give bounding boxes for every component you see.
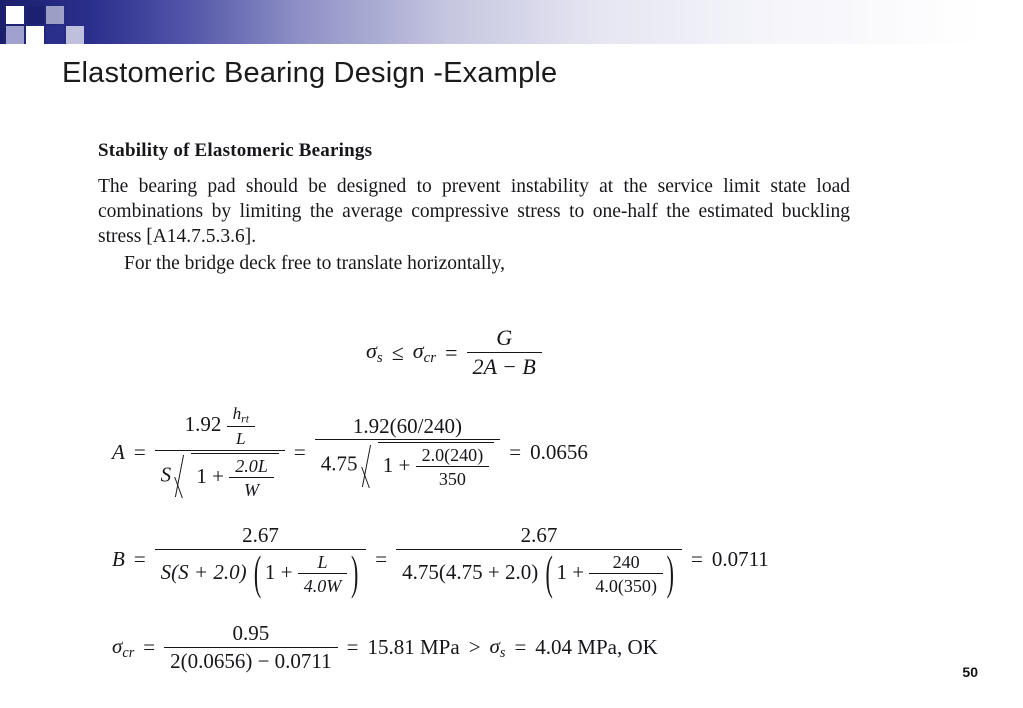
equation-B (112, 524, 769, 596)
equation-A-sym-one-plus: 1 + (196, 463, 225, 488)
stability-denominator: 2A − B (467, 352, 542, 380)
equation-B-equals-2: = (375, 547, 388, 572)
equation-A-val-radicand (378, 442, 495, 489)
equation-A-label: A (112, 439, 125, 464)
equation-B-sym-lead: S(S + 2.0) (160, 559, 247, 584)
equation-A-equals: = (133, 439, 146, 464)
equation-B-equals: = (133, 547, 146, 572)
sigma-s-compare-equals: = (514, 635, 527, 660)
sigma-cr-result-glyph: σ (112, 633, 123, 658)
equation-A-sym-radical (176, 453, 278, 500)
equation-A-val-S: 4.75 (320, 451, 358, 476)
equation-B-symbolic-fraction (155, 524, 367, 596)
equation-A-rt-subscript: rt (241, 412, 249, 426)
equation-B-val-paren-group (543, 552, 676, 596)
equation-A-val-inner-num: 2.0(240) (421, 445, 484, 466)
sigma-cr-greater-than: > (468, 635, 481, 660)
equation-A (112, 404, 588, 500)
equation-A-sym-inner-num: 2.0L (235, 455, 268, 476)
sigma-cr-label (112, 634, 134, 662)
stability-fraction (467, 326, 542, 379)
sigma-cr-equals-2: = (346, 635, 359, 660)
stability-numerator: G (496, 325, 513, 350)
sigma-s-compare (490, 634, 506, 662)
equation-A-val-radical (363, 442, 495, 489)
equation-A-sym-radicand (191, 453, 278, 500)
excerpt-heading: Stability of Elastomeric Bearings (98, 140, 373, 161)
equation-B-val-inner-fraction (589, 552, 663, 596)
equation-sigma-cr (112, 622, 658, 673)
equation-A-numeric-fraction (315, 415, 501, 490)
equation-A-val-denominator (315, 439, 501, 489)
equation-A-val-one-plus: 1 + (382, 453, 411, 478)
equation-A-symbolic-fraction (155, 404, 285, 500)
slide-header-band (0, 0, 1023, 52)
equation-B-sym-inner-fraction (298, 552, 348, 596)
decorative-square-3 (46, 6, 64, 24)
equation-A-val-numerator: 1.92(60/240) (352, 413, 462, 438)
equation-A-sym-numerator (155, 404, 285, 450)
equation-B-sym-one-plus: 1 + (264, 559, 293, 584)
equation-B-val-inner-den: 4.0(350) (589, 573, 663, 596)
sigma-cr-denominator: 2(0.0656) − 0.0711 (164, 647, 338, 674)
equation-B-sym-denominator (155, 549, 367, 596)
sigma-s-subscript: s (376, 350, 383, 367)
stability-sigma-s (366, 338, 383, 367)
equation-A-sym-inner-den: W (229, 477, 274, 500)
decorative-square-2 (26, 6, 44, 24)
equation-A-equals-2: = (293, 439, 306, 464)
equation-B-sym-numerator: 2.67 (242, 523, 279, 547)
sigma-cr-fraction (164, 622, 338, 673)
sigma-cr-numerator: 0.95 (232, 621, 270, 645)
equation-B-val-numerator: 2.67 (520, 523, 558, 547)
equation-B-equals-3: = (690, 547, 703, 572)
equation-A-hrt-over-L (227, 404, 255, 449)
decorative-square-4 (6, 26, 24, 44)
equation-A-L: L (227, 426, 255, 448)
excerpt-block (98, 140, 888, 276)
decorative-square-7 (66, 26, 84, 44)
equation-A-equals-3: = (509, 439, 522, 464)
equation-A-S: S (160, 462, 172, 487)
equation-A-h-glyph: h (232, 404, 242, 423)
sigma-s-compare-glyph: σ (489, 633, 500, 658)
sigma-cr-subscript: cr (423, 350, 437, 367)
equation-A-val-inner-den: 350 (416, 466, 490, 489)
sigma-s-compare-value: 4.04 MPa, OK (535, 635, 658, 660)
equation-B-numeric-fraction (396, 524, 682, 596)
header-underline (0, 44, 1023, 52)
equation-A-sym-denominator (155, 450, 285, 500)
page-title: Elastomeric Bearing Design -Example (62, 57, 558, 89)
sigma-glyph: σ (366, 338, 377, 364)
equation-B-label: B (112, 547, 125, 572)
sigma-cr-result-subscript: cr (122, 644, 135, 661)
excerpt-paragraph: The bearing pad should be designed to prevent instability at the service limit state load combinations by limiting the average compressive stress to one-half the estimated buckling stress [A14.7.5.3.6]. (98, 176, 850, 247)
equation-B-sym-inner-den: 4.0W (298, 573, 348, 596)
sigma-cr-result: 15.81 MPa (367, 635, 460, 660)
equation-B-val-inner-num: 240 (612, 551, 640, 572)
excerpt-paragraph-2: For the bridge deck free to translate horizontally, (124, 253, 506, 274)
sigma-s-compare-subscript: s (499, 644, 506, 661)
equation-A-val-inner-fraction (416, 445, 490, 489)
stability-equals: = (445, 339, 458, 365)
decorative-square-5 (26, 26, 44, 44)
equation-A-sym-coeff: 1.92 (184, 412, 222, 437)
stability-leq: ≤ (391, 339, 404, 365)
equation-stability (366, 326, 542, 379)
equation-A-hrt (227, 404, 255, 426)
equation-A-result: 0.0656 (530, 439, 588, 464)
decorative-square-1 (6, 6, 24, 24)
sigma-cr-equals: = (143, 635, 156, 660)
equation-B-sym-paren-group (252, 552, 360, 596)
stability-sigma-cr (413, 338, 436, 367)
decorative-square-6 (46, 26, 64, 44)
slide-number: 50 (962, 664, 978, 680)
equation-B-result: 0.0711 (711, 547, 769, 572)
equation-B-val-lead: 4.75(4.75 + 2.0) (402, 559, 539, 584)
equation-B-val-denominator (396, 549, 682, 596)
equation-A-sym-inner-fraction (229, 456, 274, 500)
equation-B-val-one-plus: 1 + (556, 559, 585, 584)
header-gradient (0, 0, 1023, 44)
equation-B-sym-inner-num: L (317, 551, 328, 572)
sigma-cr-glyph: σ (412, 338, 424, 364)
